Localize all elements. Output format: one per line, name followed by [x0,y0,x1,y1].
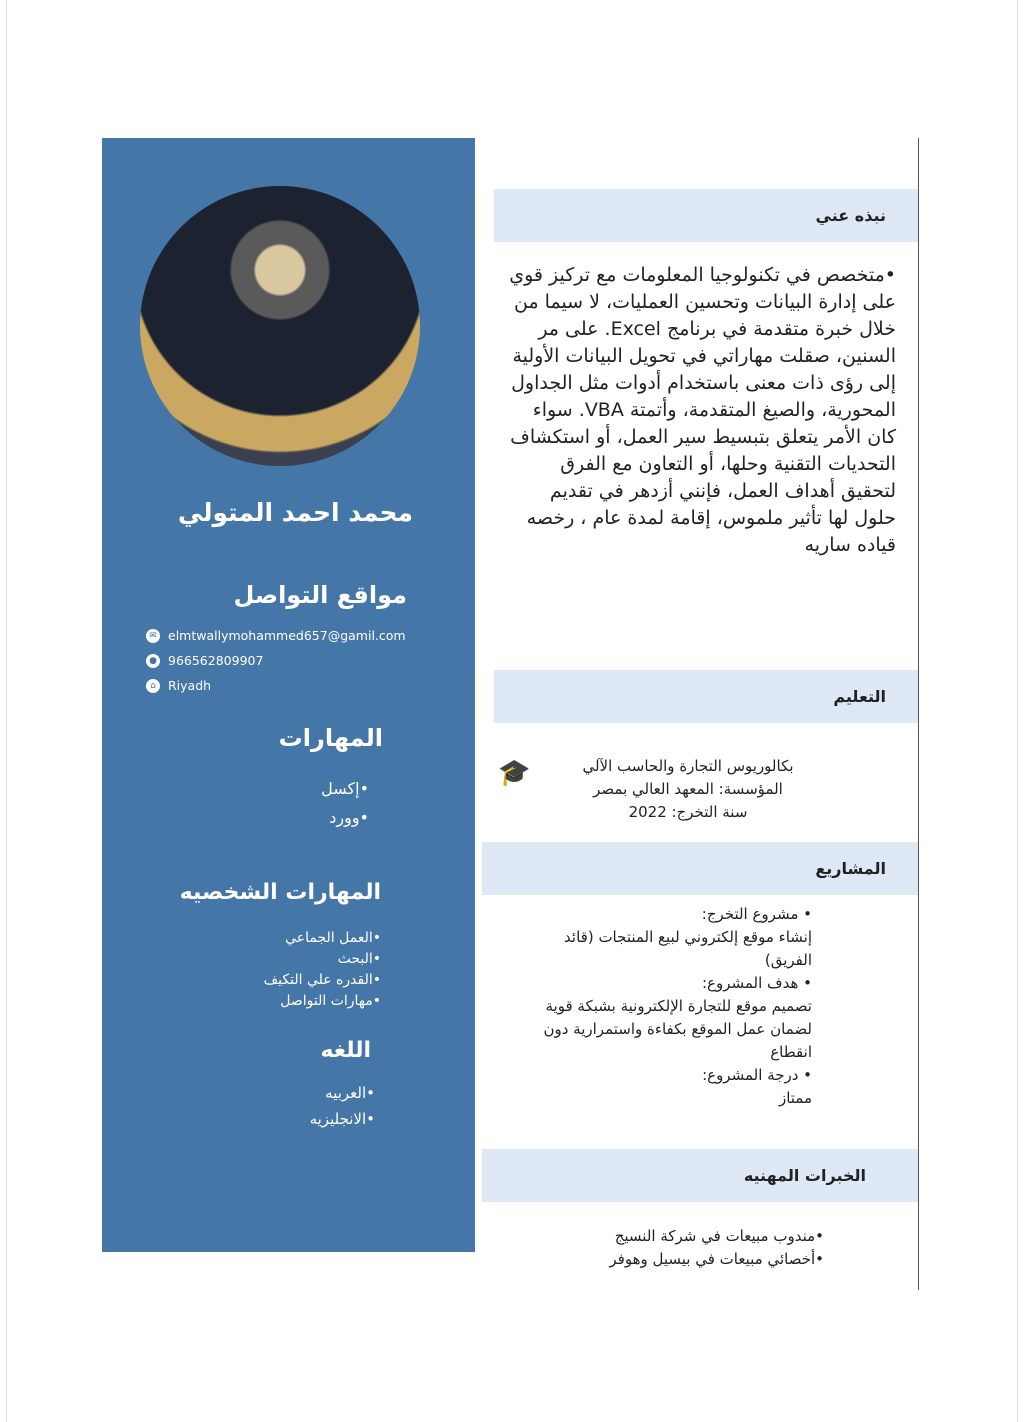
email-text: elmtwallymohammed657@gamil.com [168,628,406,643]
sidebar [102,138,475,1252]
person-name: محمد احمد المتولي [177,498,413,527]
about-text: •متخصص في تكنولوجيا المعلومات مع تركيز قوي على إدارة البيانات وتحسين العمليات، لا سيما من خلال خبرة متقدمة في برنامج Excel. على مر السنين، صقلت مهاراتي في تحويل البيانات الأولية إلى رؤى ذات معنى باستخدام أدوات مثل الجداول المحورية، والصيغ المتقدمة، وأتمتة VBA. سواء كان الأمر يتعلق بتبسيط سير العمل، أو استكشاف التحديات التقنية وحلها، أو التعاون مع الفرق لتحقيق أهداف العمل، فإنني أزدهر في تقديم حلول لها تأثير ملموس، إقامة لمدة عام ، رخصه قياده ساريه [509,264,896,556]
graduation-cap-icon: 🎓 [498,758,531,788]
soft-skill-item: •البحث [337,951,381,967]
home-icon: ⌂ [146,679,160,693]
education-details [560,755,816,824]
divider [918,138,919,1290]
city-text: Riyadh [168,678,212,693]
skills-list [321,774,369,832]
soft-skills-list [264,928,381,1012]
institution: المؤسسة: المعهد العالي بمصر [593,780,783,798]
soft-skill-item: •مهارات التواصل [280,993,381,1009]
project-line: إنشاء موقع إلكتروني لبيع المنتجات (قائد الفريق) [564,928,812,969]
profile-photo [140,186,420,466]
degree: بكالوريوس التجارة والحاسب الآلي [582,757,794,775]
project-line: • مشروع التخرج: [701,905,812,923]
languages-list [310,1080,375,1132]
contact-city [146,678,211,693]
email-icon: ✉ [146,629,160,643]
language-item: •الانجليزيه [309,1110,375,1128]
projects-header [482,842,918,895]
project-line: تصميم موقع للتجارة الإلكترونية بشبكة قوية لضمان عمل الموقع بكفاءة واستمرارية دون انقطاع [543,997,812,1061]
contact-email [146,628,406,643]
skills-title: المهارات [278,724,383,752]
about-header [494,189,918,242]
contact-phone [146,653,263,668]
experience-title: الخبرات المهنيه [743,1166,866,1185]
experience-item: •مندوب مبيعات في شركة النسيج [614,1227,824,1245]
experience-list [560,1225,824,1271]
project-line: ممتاز [778,1089,812,1107]
education-title: التعليم [833,687,886,706]
project-line: • درجة المشروع: [702,1066,812,1084]
project-line: • هدف المشروع: [701,974,812,992]
projects-text [520,903,812,1110]
languages-title: اللغه [320,1038,371,1063]
soft-skill-item: •القدره علي التكيف [263,972,381,988]
education-header [494,670,918,723]
soft-skill-item: •العمل الجماعي [285,930,381,946]
soft-skills-title: المهارات الشخصيه [179,880,381,905]
contact-title: مواقع التواصل [233,581,407,609]
language-item: •العربيه [325,1084,375,1102]
user-icon: ● [146,654,160,668]
graduation-year: سنة التخرج: 2022 [628,803,748,821]
phone-text: 966562809907 [168,653,264,668]
projects-title: المشاريع [815,859,886,878]
skill-item: •وورد [329,808,369,827]
experience-header [482,1149,918,1202]
skill-item: •إكسل [321,779,369,798]
experience-item: •أخصائي مبيعات في بيسيل وهوفر [609,1250,824,1268]
about-title: نبذه عني [815,206,886,225]
